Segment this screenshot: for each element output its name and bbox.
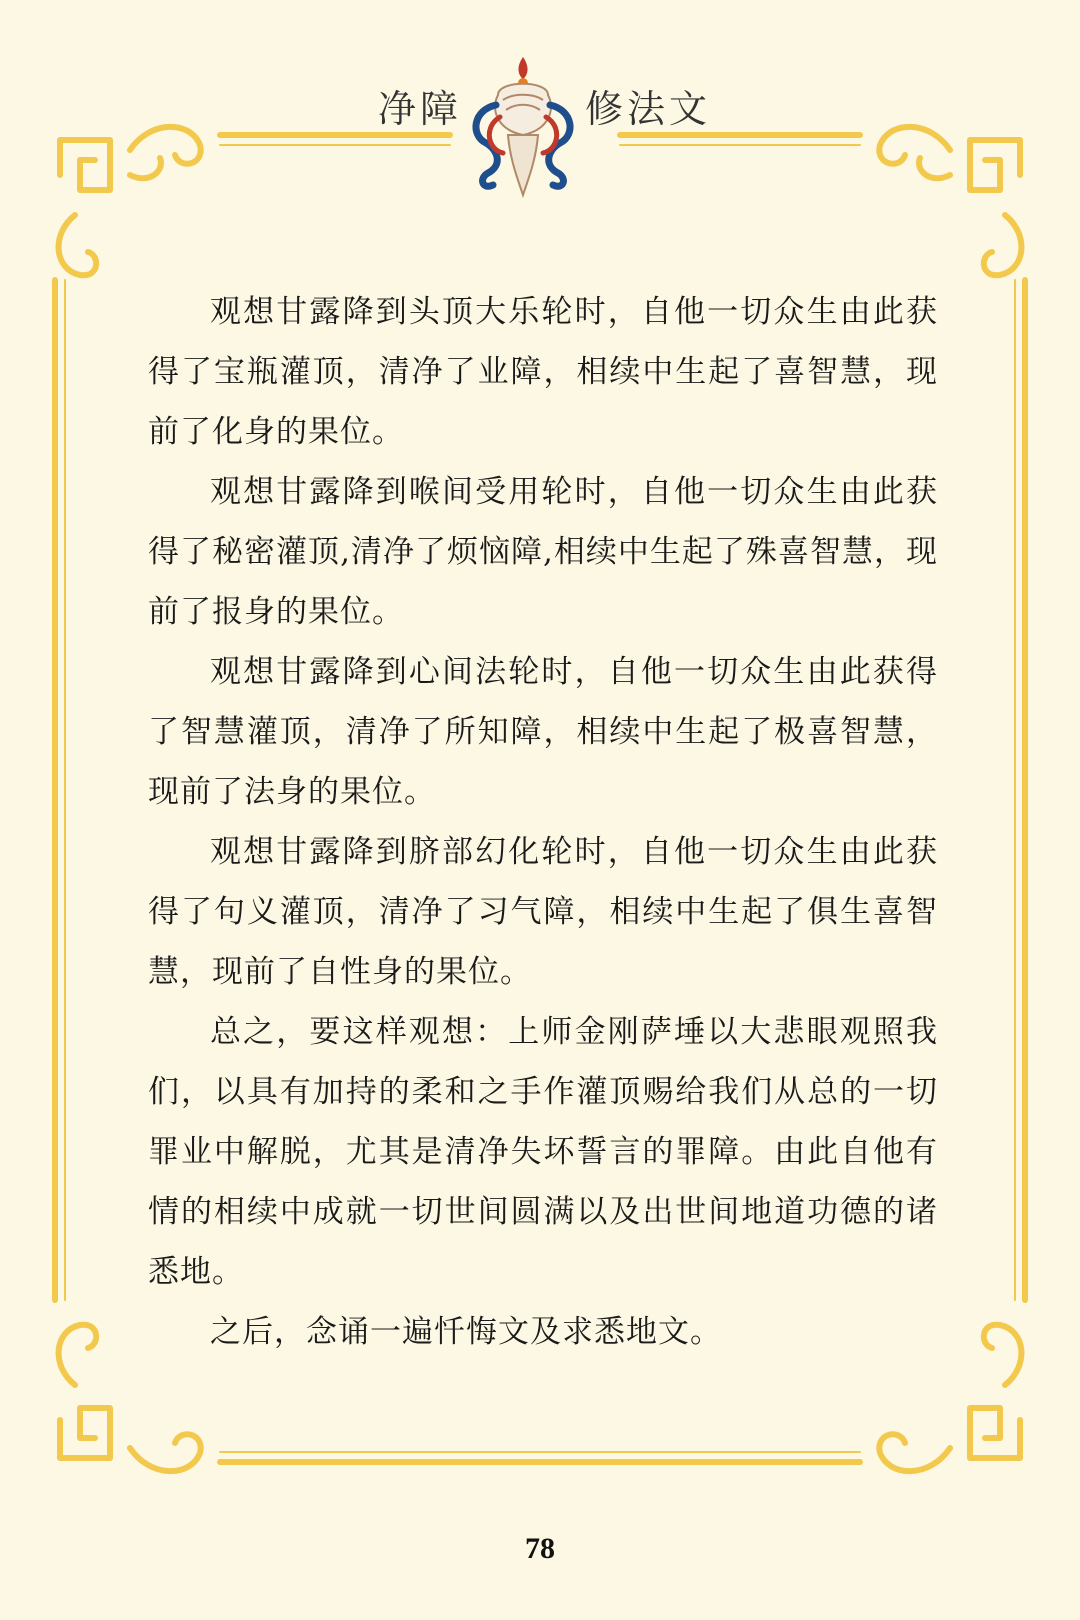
conch-shell-icon — [458, 55, 588, 200]
paragraph: 观想甘露降到心间法轮时，自他一切众生由此获得了智慧灌顶，清净了所知障，相续中生起了极喜智慧，现前了法身的果位。 — [148, 654, 938, 810]
paragraph: 观想甘露降到脐部幻化轮时，自他一切众生由此获得了句义灌顶，清净了习气障，相续中生起了俱生喜智慧，现前了自性身的果位。 — [148, 834, 938, 990]
body-text — [148, 282, 938, 1362]
page-number: 78 — [525, 1532, 555, 1565]
paragraph: 观想甘露降到喉间受用轮时，自他一切众生由此获得了秘密灌顶,清净了烦恼障,相续中生起了殊喜智慧，现前了报身的果位。 — [148, 474, 938, 630]
header-title-left: 净障 — [378, 87, 463, 131]
paragraph: 总之，要这样观想：上师金刚萨埵以大悲眼观照我们，以具有加持的柔和之手作灌顶赐给我们从总的一切罪业中解脱，尤其是清净失坏誓言的罪障。由此自他有情的相续中成就一切世间圆满以及出世间地道功德的诸悉地。 — [148, 1014, 938, 1290]
paragraph: 观想甘露降到头顶大乐轮时，自他一切众生由此获得了宝瓶灌顶，清净了业障，相续中生起了喜智慧，现前了化身的果位。 — [148, 294, 938, 450]
paragraph: 之后，念诵一遍忏悔文及求悉地文。 — [210, 1314, 722, 1350]
header-title-right: 修法文 — [585, 87, 712, 131]
